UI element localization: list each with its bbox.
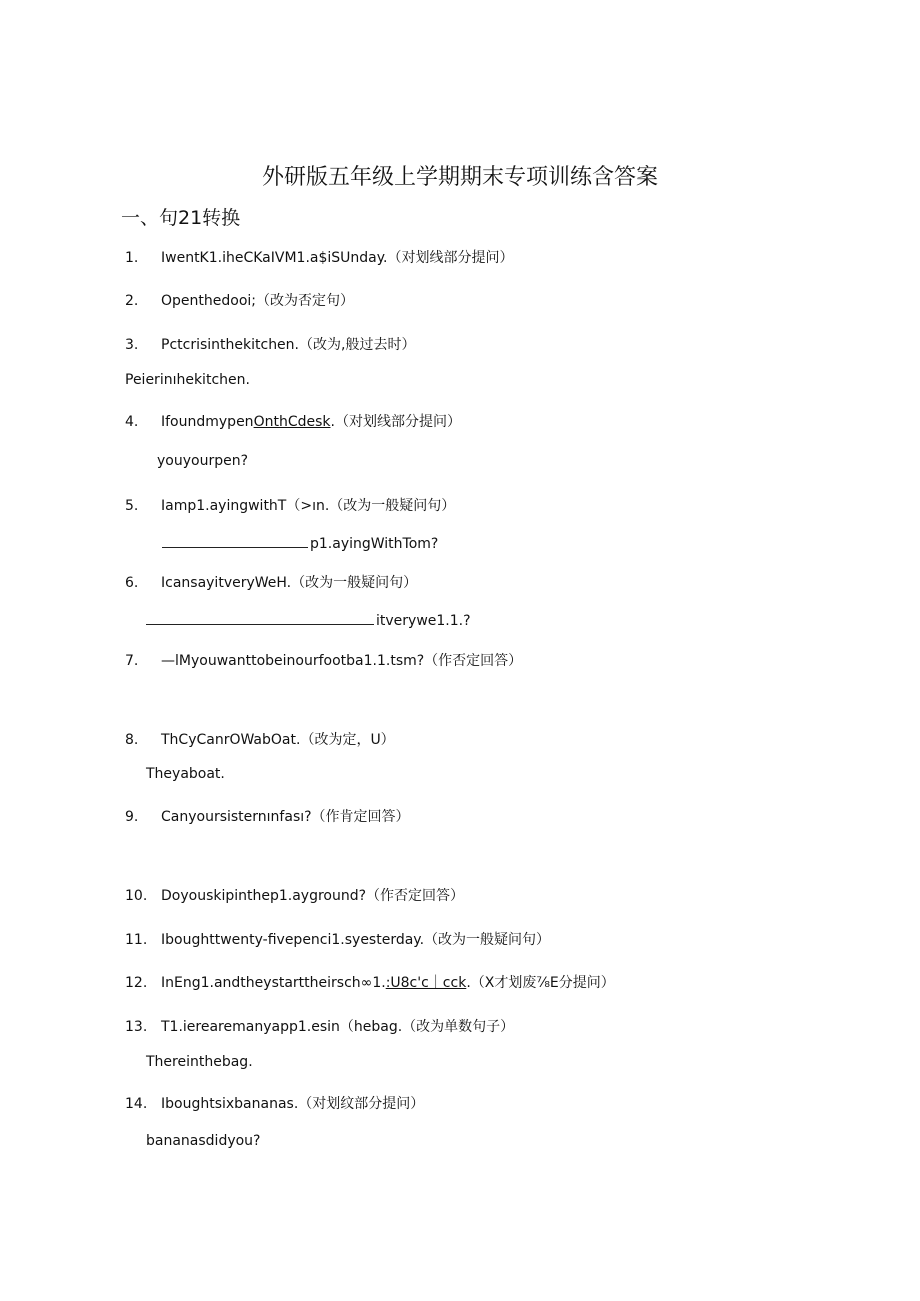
question-9 [125,806,410,826]
question-number: 7. [125,653,139,669]
section-heading: 一、句21转换 [121,207,241,229]
question-text: T1.ierearemanyapp1.esin（hebag.（改为单数句子） [161,1019,515,1035]
question-1 [125,247,514,267]
question-suffix: .（X才划废⅞E分提问） [466,975,615,991]
answer-blank [146,610,374,625]
answer-text: p1.ayingWithTom? [310,536,439,552]
question-number: 10. [125,888,148,904]
answer-text: itverywe1.1.? [376,613,471,629]
answer-blank [162,533,308,548]
question-number: 14. [125,1096,148,1112]
question-number: 9. [125,809,139,825]
answer-6 [146,610,471,629]
question-5 [125,495,455,515]
question-6 [125,572,417,592]
question-suffix: .（对划线部分提问） [330,414,461,430]
question-13 [125,1016,514,1036]
question-7 [125,650,522,670]
question-text: InEng1.andtheystarttheirsch∞1. [161,975,386,991]
question-text: IwentK1.iheCKaIVM1.a$iSUnday.（对划线部分提问） [161,250,514,266]
question-2 [125,290,354,310]
question-number: 6. [125,575,139,591]
question-text: Pctcrisinthekitchen.（改为,般过去时） [161,337,416,353]
answer-5 [162,533,438,552]
answer-8: Theyaboat. [146,766,225,782]
question-number: 11. [125,932,148,948]
question-12 [125,972,615,992]
question-text: Doyouskipinthep1.ayground?（作否定回答） [161,888,465,904]
question-text: ThCyCanrOWabOat.（改为定，U） [161,732,395,748]
question-14 [125,1093,424,1113]
question-number: 8. [125,732,139,748]
question-8 [125,729,395,749]
answer-4: youyourpen? [157,453,249,469]
question-text: Iboughtsixbananas.（对划纹部分提问） [161,1096,425,1112]
question-text: IcansayitveryWeH.（改为一般疑问句） [161,575,418,591]
page-title: 外研版五年级上学期期末专项训练含答案 [261,165,658,190]
question-11 [125,929,550,949]
question-number: 2. [125,293,139,309]
answer-14: bananasdidyou? [146,1133,261,1149]
question-text: Openthedooi;（改为否定句） [161,293,354,309]
question-text: Iamp1.ayingwithT（>ın.（改为一般疑问句） [161,498,456,514]
question-text: —lMyouwanttobeinourfootba1.1.tsm?（作否定回答） [161,653,523,669]
question-number: 5. [125,498,139,514]
question-3 [125,334,415,354]
question-text: Canyoursisternınfası?（作肯定回答） [161,809,410,825]
answer-13: Thereinthebag. [146,1054,253,1070]
underlined-phrase: :U8c'c｜cck [385,975,467,991]
question-number: 13. [125,1019,148,1035]
underlined-phrase: OnthCdesk [253,414,331,430]
question-text: Ifoundmypen [161,414,254,430]
question-number: 3. [125,337,139,353]
question-number: 4. [125,414,139,430]
question-number: 1. [125,250,139,266]
question-number: 12. [125,975,148,991]
question-4 [125,411,461,431]
question-text: Iboughttwenty-fivepenci1.syesterday.（改为一般疑问句） [161,932,551,948]
answer-3: Peierinıhekitchen. [125,372,250,388]
question-10 [125,885,464,905]
